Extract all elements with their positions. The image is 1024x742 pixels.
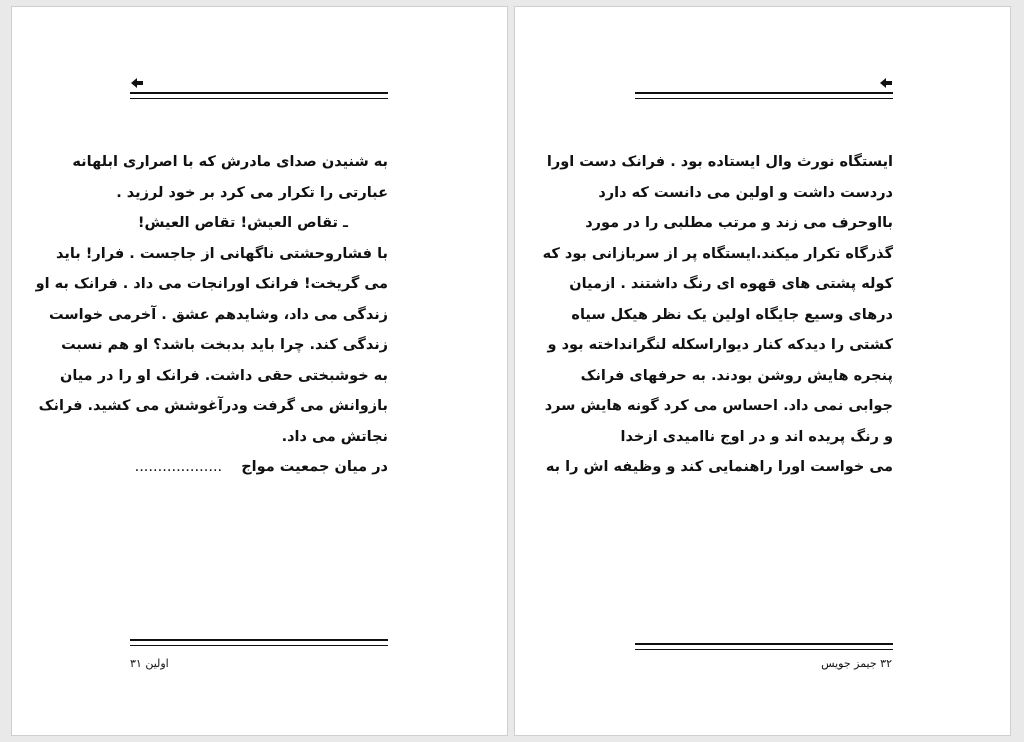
back-arrow-icon: [879, 77, 893, 89]
back-arrow-icon: [130, 77, 144, 89]
text-line: بااوحرف می زند و مرتب مطلبی را در مورد: [585, 215, 893, 231]
text-line: به شنیدن صدای مادرش که با اصراری ابلهانه: [72, 154, 388, 170]
header-rule-thin: [635, 98, 893, 99]
text-line: زندگی کند. چرا باید بدبخت باشد؟ او هم نسبت: [61, 337, 388, 353]
left-page-text: [35, 147, 388, 483]
text-line: می خواست اورا راهنمایی کند و وظیفه اش را به: [545, 459, 893, 475]
page-footer: اولین ۳۱: [130, 657, 169, 670]
text-line: پنجره هایش روشن بودند. به حرفهای فرانک: [580, 367, 893, 384]
text-line: جوابی نمی داد. احساس می کرد گونه هایش سرد: [544, 398, 893, 414]
text-line: و رنگ پریده اند و در اوج ناامیدی ازخدا: [620, 428, 893, 445]
text-line: درهای وسیع جایگاه اولین یک نظر هیکل سیاه: [571, 306, 893, 323]
text-line: عبارتی را تکرار می کرد بر خود لرزید .: [116, 184, 388, 201]
text-line: با فشاروحشتی ناگهانی از جاجست . فرار! باید: [56, 245, 388, 262]
footer-rule-thin: [635, 649, 893, 650]
footer-rule: [130, 639, 388, 641]
left-page: [11, 6, 508, 736]
page-footer: ۳۲ جیمز جویس: [821, 657, 892, 670]
section-heading-line: [130, 452, 388, 483]
header-rule: [635, 92, 893, 94]
text-line: نجاتش می داد.: [281, 428, 388, 445]
right-page-text: [542, 147, 893, 483]
right-page: [514, 6, 1011, 736]
text-line: گذرگاه تکرار میکند.ایستگاه پر از سربازانی بود که: [542, 245, 893, 262]
text-line: دردست داشت و اولین می دانست که دارد: [598, 184, 893, 201]
text-line: به خوشبختی حقی داشت. فرانک او را در میان: [59, 367, 388, 384]
text-line: کشتی را دیدکه کنار دیواراسکله لنگرانداخته بود و: [547, 337, 893, 353]
section-start: در میان جمعیت مواج: [241, 459, 388, 475]
header-rule: [130, 92, 388, 94]
text-line: ایستگاه نورث وال ایستاده بود . فرانک دست اورا: [546, 154, 893, 170]
header-rule-thin: [130, 98, 388, 99]
text-line: ـ تقاص العیش! تقاص العیش!: [137, 215, 348, 231]
footer-rule: [635, 643, 893, 645]
text-line: زندگی می داد، وشایدهم عشق . آخرمی خواست: [48, 306, 388, 323]
footer-rule-thin: [130, 645, 388, 646]
text-line: بازوانش می گرفت ودرآغوشش می کشید. فرانک: [38, 398, 388, 414]
text-line: می گریخت! فرانک اورانجات می داد . فرانک به او: [35, 276, 388, 292]
section-dots: ...................: [134, 459, 223, 475]
text-line: کوله پشتی های قهوه ای رنگ داشتند . ازمیان: [569, 276, 893, 292]
